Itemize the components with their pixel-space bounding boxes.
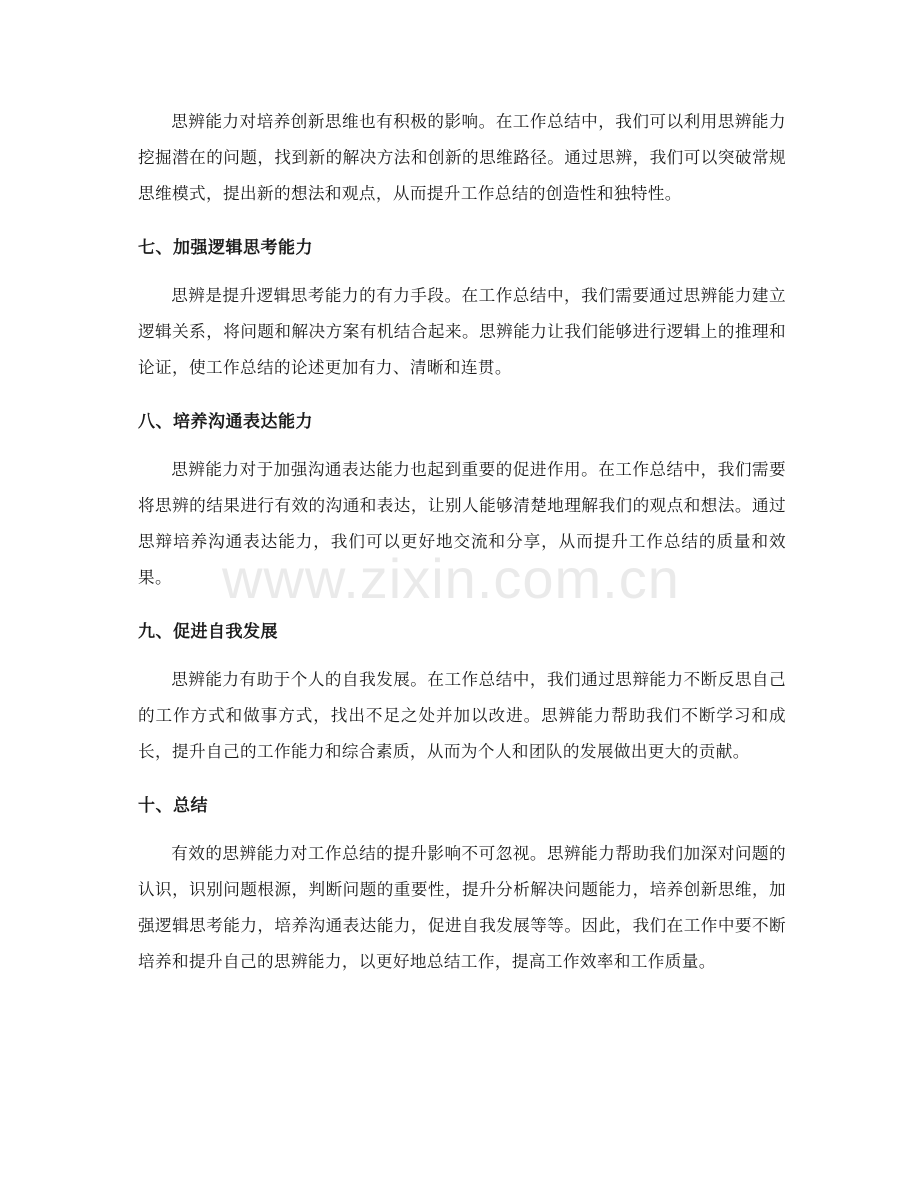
section-paragraph-8: 思辨能力对于加强沟通表达能力也起到重要的促进作用。在工作总结中，我们需要将思辨的结果进行有效的沟通和表达，让别人能够清楚地理解我们的观点和想法。通过思辩培养沟通表达能力，我们可以更好地交流和分享，从而提升工作总结的质量和效果。 — [138, 460, 786, 587]
document-body — [138, 104, 786, 980]
section-paragraph-7: 思辨是提升逻辑思考能力的有力手段。在工作总结中，我们需要通过思辨能力建立逻辑关系，将问题和解决方案有机结合起来。思辨能力让我们能够进行逻辑上的推理和论证，使工作总结的论述更加有力、清晰和连贯。 — [138, 286, 786, 377]
intro-paragraph: 思辨能力对培养创新思维也有积极的影响。在工作总结中，我们可以利用思辨能力挖掘潜在的问题，找到新的解决方法和创新的思维路径。通过思辨，我们可以突破常规思维模式，提出新的想法和观点，从而提升工作总结的创造性和独特性。 — [138, 112, 786, 203]
watermark: www.zixin.com.cn — [222, 547, 680, 610]
section-paragraph-9: 思辨能力有助于个人的自我发展。在工作总结中，我们通过思辩能力不断反思自己的工作方式和做事方式，找出不足之处并加以改进。思辨能力帮助我们不断学习和成长，提升自己的工作能力和综合素质，从而为个人和团队的发展做出更大的贡献。 — [138, 670, 786, 761]
section-heading-9: 九、促进自我发展 — [138, 622, 278, 642]
section-heading-10: 十、总结 — [138, 796, 208, 816]
section-paragraph-10: 有效的思辨能力对工作总结的提升影响不可忽视。思辨能力帮助我们加深对问题的认识，识别问题根源，判断问题的重要性，提升分析解决问题能力，培养创新思维，加强逻辑思考能力，培养沟通表达能力，促进自我发展等等。因此，我们在工作中要不断培养和提升自己的思辨能力，以更好地总结工作，提高工作效率和工作质量。 — [138, 844, 786, 971]
section-heading-8: 八、培养沟通表达能力 — [138, 412, 313, 432]
section-heading-7: 七、加强逻辑思考能力 — [138, 238, 313, 258]
